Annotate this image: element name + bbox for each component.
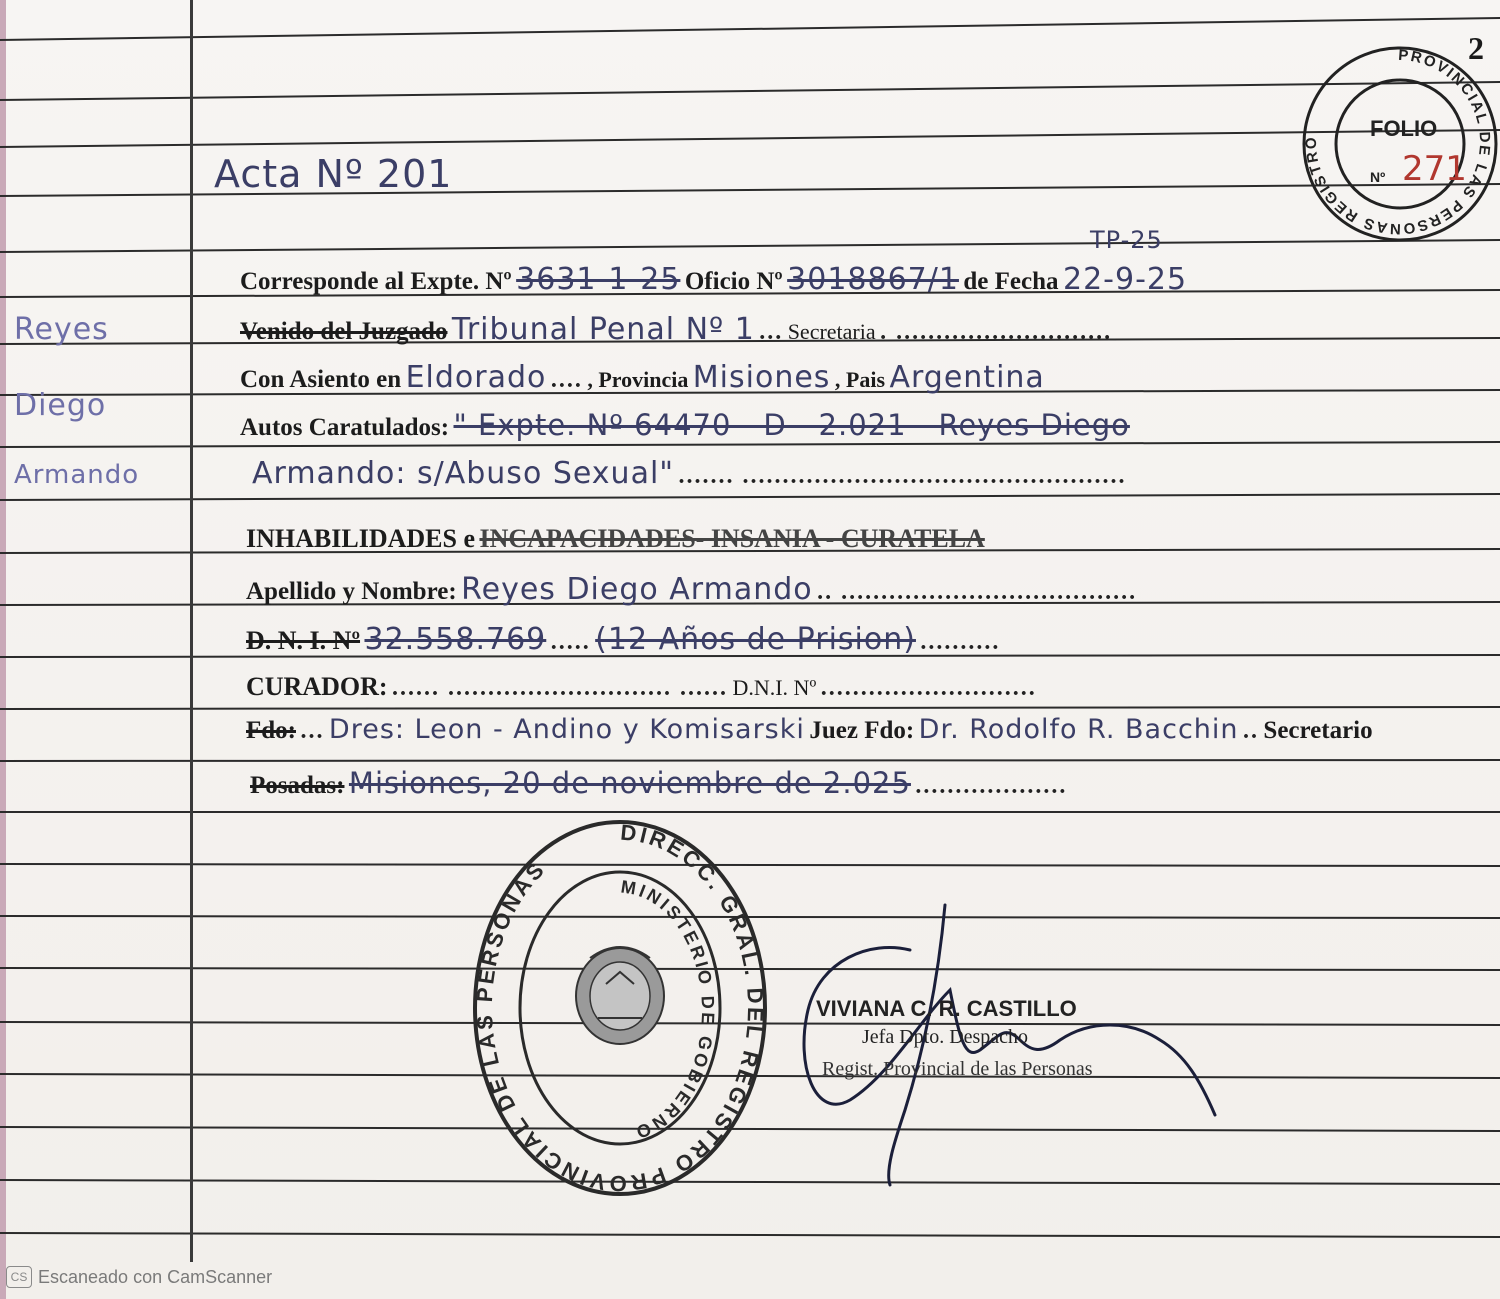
folio-label: FOLIO: [1370, 116, 1438, 141]
row-apellido: Apellido y Nombre: Reyes Diego Armando .. .....................................: [246, 572, 1138, 607]
row-posadas: Posadas: Misiones, 20 de noviembre de 2.025 ...................: [250, 766, 1068, 800]
row-expte: [240, 262, 1187, 302]
dni-label: D. N. I. Nº: [246, 626, 361, 655]
row-dni: D. N. I. Nº 32.558.769 ..... (12 Años de Prision) ..........: [246, 622, 1001, 657]
provincia-value: Misiones: [692, 360, 831, 395]
secretario-label: Secretario: [1263, 717, 1373, 744]
juzgado-value: Tribunal Penal Nº 1: [451, 312, 755, 347]
curador-label: CURADOR:: [246, 672, 388, 701]
signatory-name: VIVIANA C. R. CASTILLO: [816, 996, 1077, 1021]
oficio-value: 3018867/1: [787, 262, 959, 297]
provincia-label: , Provincia: [587, 367, 689, 392]
row-autos: [240, 408, 1130, 448]
folio-number: 271: [1402, 149, 1467, 189]
pais-label: , Pais: [834, 367, 886, 392]
row-juzgado: Venido del Juzgado Tribunal Penal Nº 1 ... Secretaria . ...........................: [240, 312, 1113, 347]
juez-label: Juez Fdo:: [809, 717, 915, 744]
margin-note-line-2: Diego: [14, 388, 107, 423]
margin-note-line-1: Reyes: [14, 312, 109, 347]
acta-title: Acta Nº 201: [214, 152, 453, 196]
fdo-label: Fdo:: [246, 717, 296, 744]
pais-value: Argentina: [889, 360, 1045, 395]
posadas-label: Posadas:: [250, 772, 345, 799]
asiento-label: Con Asiento en: [240, 366, 402, 393]
apellido-label: Apellido y Nombre:: [246, 578, 457, 605]
inhab-label: INHABILIDADES e: [246, 524, 475, 553]
row-autos-cont: Armando: s/Abuso Sexual" ....... ................................................: [252, 456, 1127, 491]
expte-value: 3631-1-25: [516, 262, 681, 297]
oficio-label: Oficio Nº: [684, 268, 783, 295]
apellido-value: Reyes Diego Armando: [461, 572, 813, 607]
page-number: 2: [1468, 30, 1484, 66]
tp-note: TP-25: [1090, 226, 1163, 254]
signatory-title: Jefa Dpto. Despacho: [862, 1026, 1029, 1048]
watermark-text: Escaneado con CamScanner: [38, 1266, 273, 1287]
autos-label: Autos Caratulados:: [240, 414, 450, 441]
fecha-value: 22-9-25: [1062, 262, 1188, 297]
official-seal: [470, 818, 770, 1198]
juez-value: Dr. Rodolfo R. Bacchin: [918, 714, 1239, 745]
row-inhabilidades: [246, 524, 985, 564]
folio-stamp: [1298, 40, 1498, 250]
seal-inner-text: MINISTERIO DE GOBIERNO: [619, 876, 719, 1144]
fecha-label: de Fecha: [963, 268, 1059, 295]
dni-note: (12 Años de Prision): [595, 622, 916, 657]
curador-dni-label: D.N.I. Nº: [732, 675, 817, 700]
row-curador: CURADOR: ...... ............................ ...... D.N.I. Nº ...........................: [246, 672, 1037, 701]
posadas-value: Misiones, 20 de noviembre de 2.025: [348, 766, 911, 800]
asiento-value: Eldorado: [405, 360, 547, 395]
coat-of-arms-icon: [576, 947, 664, 1044]
signatory-office: Regist. Provincial de las Personas: [822, 1058, 1093, 1080]
handwritten-signature: [790, 900, 1220, 1200]
margin-line: [190, 0, 193, 1262]
expte-label: Corresponde al Expte. Nº: [240, 268, 512, 295]
camscanner-icon: CS: [6, 1266, 32, 1288]
row-fdo: Fdo: ... Dres: Leon - Andino y Komisarski Juez Fdo: Dr. Rodolfo R. Bacchin .. Secretario: [246, 714, 1373, 745]
autos-value-1: " Expte. Nº 64470 - D - 2.021 - Reyes Diego: [453, 408, 1130, 442]
dni-value: 32.558.769: [364, 622, 547, 657]
folio-ring-text: PROVINCIAL DE LAS PERSONAS REGISTRO: [1302, 46, 1494, 238]
folio-number-prefix: Nº: [1370, 169, 1386, 185]
inhab-struck: INCAPACIDADES- INSANIA - CURATELA: [479, 524, 985, 553]
camscanner-watermark: [6, 1266, 272, 1288]
seal-outer-text: DIRECC. GRAL. DEL REGISTRO PROVINCIAL DE LAS PERSONAS: [471, 819, 769, 1197]
autos-value-2: Armando: s/Abuso Sexual": [252, 456, 675, 491]
margin-note-line-3: Armando: [14, 460, 140, 490]
row-asiento: Con Asiento en Eldorado .... , Provincia Misiones , Pais Argentina: [240, 360, 1045, 395]
secretaria-label: Secretaria: [787, 319, 876, 344]
fdo-value: Dres: Leon - Andino y Komisarski: [328, 714, 805, 745]
juzgado-label: Venido del Juzgado: [240, 318, 448, 345]
